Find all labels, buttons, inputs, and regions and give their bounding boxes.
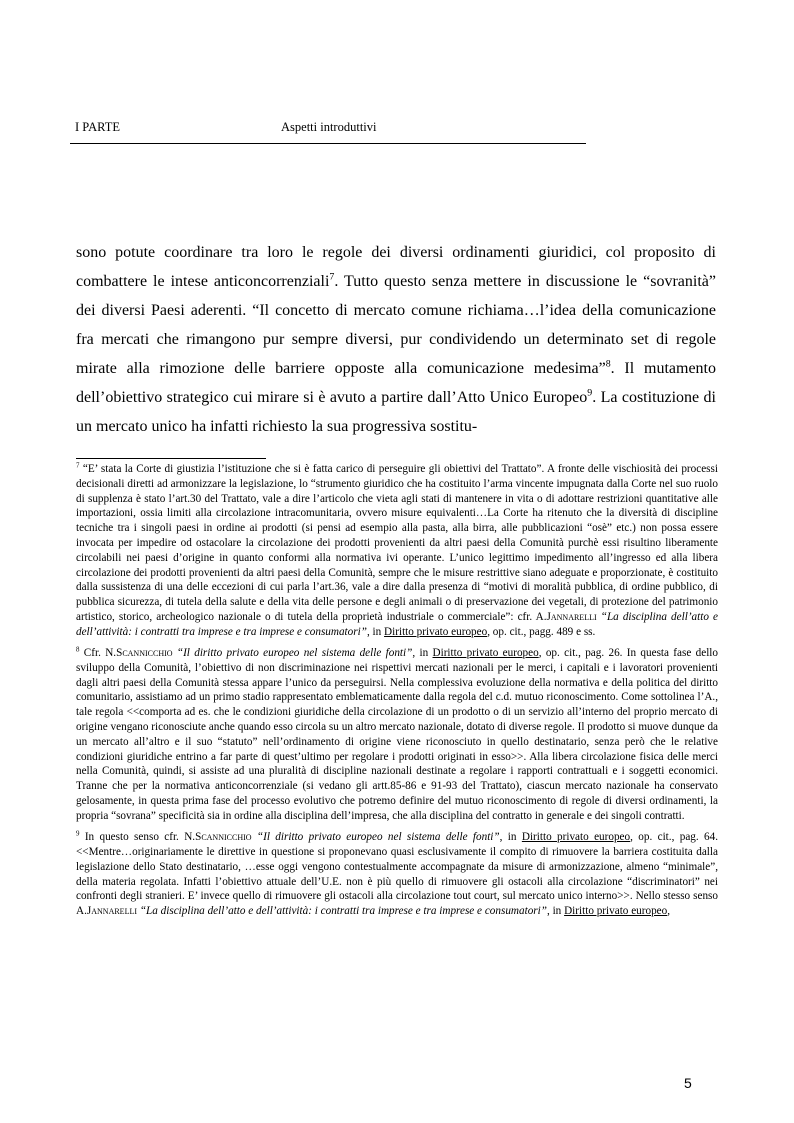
footnotes-section	[76, 462, 718, 925]
footnote-8: $^8$ Cfr. N.Scannicchio “Il diritto privato europeo nel sistema delle fonti”, in Diritto privato europeo, op. cit., pag. 26. In questa fase dello sviluppo della Comunità, l’obiettivo di non discriminazione nei rispettivi mercati nazionali per le merci, i capitali e i lavoratori provenienti dagli altri paesi della Comunità stessa appare l’unico da perseguirsi. Nella complessiva evoluzione della normativa e della politica del diritto comunitario, assistiamo ad un primo stadio rappresentato emblematicamente dalla regola del c.d. mutuo riconoscimento. Come sottolinea l’A., tale regola <<comporta ad es. che le condizioni giuridiche della circolazione di un prodotto o di un servizio all’interno del proprio mercato di origine vengano riconosciute anche quando esso circola su un altro mercato nazionale, dotato di diverse regole. Il prodotto si muove dunque da un mercato all’altro e il suo “statuto” nell’ordinamento di origine viene riconosciuto in quello destinatario, senza però che le relative condizioni giuridiche entrino a far parte di quest’ultimo per regolare i prodotti originati in esso>>. Alla libera circolazione fisica delle merci nella Comunità, quindi, si assiste ad una pluralità di discipline nazionali destinate a regolare i rapporti contrattuali e i soggetti economici. Tranne che per la normativa anticoncorrenziale (si vedano gli artt.85-86 e 91-93 del Trattato), ciascun mercato nazionale ha conservato gelosamente, in questa prima fase del processo evolutivo che potremo definire del mutuo riconoscimento di regole di diversi ordinamenti, la propria “sovrana” specificità sia in ordine alla disciplina dell’impresa, che alla disciplina del contratto in generale e dei singoli contratti.	[76, 645, 719, 822]
work-title: “Il diritto privato europeo nel sistema delle fonti”	[172, 647, 413, 660]
footnote-9: $^9$ In questo senso cfr. N.Scannicchio “Il diritto privato europeo nel sistema delle fonti”, in Diritto privato europeo, op. cit., pag. 64. <<Mentre…originariamente le direttive in questione si proponevano quasi esclusivamente il compito di rimuovere la barriera costituita dalla legislazione dello Stato destinatario, …esse oggi vengono contestualmente accompagnate da misure di armonizzazione, almeno “minimale”, della materia regolata. Infatti l’obiettivo attuale dell’U.E. non è più quello di rimuovere gli ostacoli alla circolazione “discriminatori” nei confronti degli stranieri. E’ invece quello di rimuovere gli ostacoli alla circolazione tout court, sul mercato unico interno>>. Nello stesso senso A.Jannarelli “La disciplina dell’atto e dell’attività: i contratti tra imprese e tra imprese e consumatori”, in Diritto privato europeo,	[76, 829, 719, 918]
author-name: N.Scannicchio	[184, 831, 252, 844]
footnote-ref-7[interactable]: 7	[329, 271, 335, 283]
author-name: N.Scannicchio	[105, 647, 173, 660]
body-text-segment: sono potute coordinare tra loro le regole dei diversi ordinamenti giuridici, col proposito di combattere le intese anticoncorrenziali	[76, 244, 716, 290]
footnote-number: 7	[76, 461, 80, 470]
footnote-text: , op. cit., pag. 64. <<Mentre…originariamente le direttive in questione si proponevano quasi esclusivamente il compito di rimuovere la barriera costituita dalla legislazione dello Stato destinatario, …esse oggi vengono contestualmente accompagnate da misure di armonizzazione, almeno “minimale”, della materia regolata. Infatti l’obiettivo attuale dell’U.E. non è più quello di rimuovere gli ostacoli alla circolazione “discriminatori” nei confronti degli stranieri. E’ invece quello di rimuovere gli ostacoli alla circolazione tout court, sul mercato unico interno>>. Nello stesso senso	[76, 831, 719, 903]
footnote-number: 9	[76, 829, 80, 838]
work-title: “La disciplina dell’atto e dell’attività: i contratti tra imprese e tra imprese e consumatori”	[137, 905, 547, 918]
running-header	[70, 120, 586, 138]
footnote-separator	[76, 458, 266, 459]
footnote-ref-9[interactable]: 9	[587, 387, 593, 399]
source-link[interactable]: Diritto privato europeo	[564, 905, 668, 918]
body-text-segment: . La costituzione di un mercato unico ha infatti richiesto la sua progressiva sostitu-	[76, 389, 716, 435]
source-link[interactable]: Diritto privato europeo	[384, 625, 488, 638]
header-rule	[70, 143, 586, 144]
source-link[interactable]: Diritto privato europeo	[432, 647, 539, 660]
footnote-text: , op. cit., pag. 26. In questa fase dello sviluppo della Comunità, l’obiettivo di non discriminazione nei rispettivi mercati nazionali per le merci, i capitali e i lavoratori provenienti dagli altri paesi della Comunità stessa appare l’unico da perseguirsi. Nella complessiva evoluzione della normativa e della politica del diritto comunitario, assistiamo ad un primo stadio rappresentato emblematicamente dalla regola del c.d. mutuo riconoscimento. Come sottolinea l’A., tale regola <<comporta ad es. che le condizioni giuridiche della circolazione di un prodotto o di un servizio all’interno del proprio mercato di origine vengano riconosciute anche quando esso circola su un altro mercato nazionale, dotato di diverse regole. Il prodotto si muove dunque da un mercato all’altro e il suo “statuto” nell’ordinamento di origine viene riconosciuto in quello destinatario, senza però che le relative condizioni giuridiche entrino a far parte di quest’ultimo per regolare i prodotti originati in esso>>. Alla libera circolazione fisica delle merci nella Comunità, quindi, si assiste ad una pluralità di discipline nazionali destinate a regolare i rapporti contrattuali e i soggetti economici. Tranne che per la normativa anticoncorrenziale (si vedano gli artt.85-86 e 91-93 del Trattato), ciascun mercato nazionale ha conservato gelosamente, in questa prima fase del processo evolutivo che potremo definire del mutuo riconoscimento di regole di diversi ordinamenti, la propria “sovrana” specificità sia in ordine alla disciplina dell’impresa, che alla disciplina del contratto in generale e dei singoli contratti.	[76, 647, 719, 822]
author-name: A.Jannarelli	[76, 905, 138, 918]
header-section-title: Aspetti introduttivi	[281, 120, 377, 134]
work-title: “La disciplina dell’atto e dell’attività: i contratti tra imprese e tra imprese e consumatori”	[76, 610, 718, 638]
page-number: 5	[684, 1075, 692, 1091]
body-text-segment: . Il mutamento dell’obiettivo strategico cui mirare si è avuto a partire dall’Atto Unico Europeo	[76, 360, 716, 406]
footnote-text: “E’ stata la Corte di giustizia l’istituzione che si è fatta carico di perseguire gli obiettivi del Trattato”. A fronte delle vischiosità dei processi decisionali diretti ad armonizzare la legislazione, lo “strumento giuridico che ha costituito l’arma vincente impugnata dalla Corte nel suo ruolo di supplenza è stato l’art.30 del Trattato, vale a dire l’articolo che vieta agli stati di mantenere in vita o di adottare restrizioni quantitative alle importazioni, ossia limiti alla circolazione intracomunitaria, ovvero misure equivalenti…La Corte ha ritenuto che la diversità di discipline tecniche tra i singoli paesi in ordine ai prodotti (si pensi ad esempio alla pasta, alla birra, alle pubblicazioni “osè” etc.) non possa essere invocata per impedire od ostacolare la circolazione dei prodotti provenienti da altri paesi della Comunità purchè essi risultino liberamente circolabili nei paesi d’origine in quanto conformi alla normativa ivi operante. L’unico legittimo impedimento all’ingresso ed alla libera circolazione dei prodotti provenienti da altri paesi della Comunità, sempre che le misure restrittive siano adeguate e proporzionate, è costituito dalla sussistenza di una delle eccezioni di cui parla l’art.36, vale a dire dalla presenza di “motivi di moralità pubblica, di ordine pubblico, di pubblica sicurezza, di tutela della salute e della vita delle persone e degli animali o di preservazione dei vegetali, di protezione del patrimonio artistico, storico, archeologico nazionale o di tutela della proprietà industriale o commerciale”: cfr.	[76, 463, 718, 623]
source-link[interactable]: Diritto privato europeo	[521, 831, 631, 844]
footnote-ref-8[interactable]: 8	[605, 358, 611, 370]
header-part-label: I PARTE	[75, 120, 120, 134]
footnote-number: 8	[76, 645, 80, 654]
author-name: A.Jannarelli	[535, 610, 597, 623]
footnote-7: $^7$ “E’ stata la Corte di giustizia l’istituzione che si è fatta carico di perseguire gli obiettivi del Trattato”. A fronte delle vischiosità dei processi decisionali diretti ad armonizzare la legislazione, lo “strumento giuridico che ha costituito l’arma vincente impugnata dalla Corte nel suo ruolo di supplenza è stato l’art.30 del Trattato, vale a dire l’articolo che vieta agli stati di mantenere in vita o di adottare restrizioni quantitative alle importazioni, ossia limiti alla circolazione intracomunitaria, ovvero misure equivalenti…La Corte ha ritenuto che la diversità di discipline tecniche tra i singoli paesi in ordine ai prodotti (si pensi ad esempio alla pasta, alla birra, alle pubblicazioni “osè” etc.) non possa essere invocata per impedire od ostacolare la circolazione dei prodotti provenienti da altri paesi della Comunità purchè essi risultino liberamente circolabili nei paesi d’origine in quanto conformi alla normativa ivi operante. L’unico legittimo impedimento all’ingresso ed alla libera circolazione dei prodotti provenienti da altri paesi della Comunità, sempre che le misure restrittive siano adeguate e proporzionate, è costituito dalla sussistenza di una delle eccezioni di cui parla l’art.36, vale a dire dalla presenza di “motivi di moralità pubblica, di ordine pubblico, di pubblica sicurezza, di tutela della salute e della vita delle persone e degli animali o di preservazione dei vegetali, di protezione del patrimonio artistico, storico, archeologico nazionale o di tutela della proprietà industriale o commerciale”: cfr. A.Jannarelli “La disciplina dell’atto e dell’attività: i contratti tra imprese e tra imprese e consumatori”, in Diritto privato europeo, op. cit., pagg. 489 e ss.	[76, 461, 718, 638]
body-text-segment: . Tutto questo senza mettere in discussione le “sovranità” dei diversi Paesi aderenti. “Il concetto di mercato comune richiama…l’idea della comunicazione fra mercati che rimangono pur sempre diversi, pur condividendo un determinato set di regole mirate alla rimozione delle barriere opposte alla comunicazione medesima”	[76, 273, 716, 377]
work-title: “Il diritto privato europeo nel sistema delle fonti”	[251, 831, 500, 844]
body-paragraph	[76, 238, 716, 441]
